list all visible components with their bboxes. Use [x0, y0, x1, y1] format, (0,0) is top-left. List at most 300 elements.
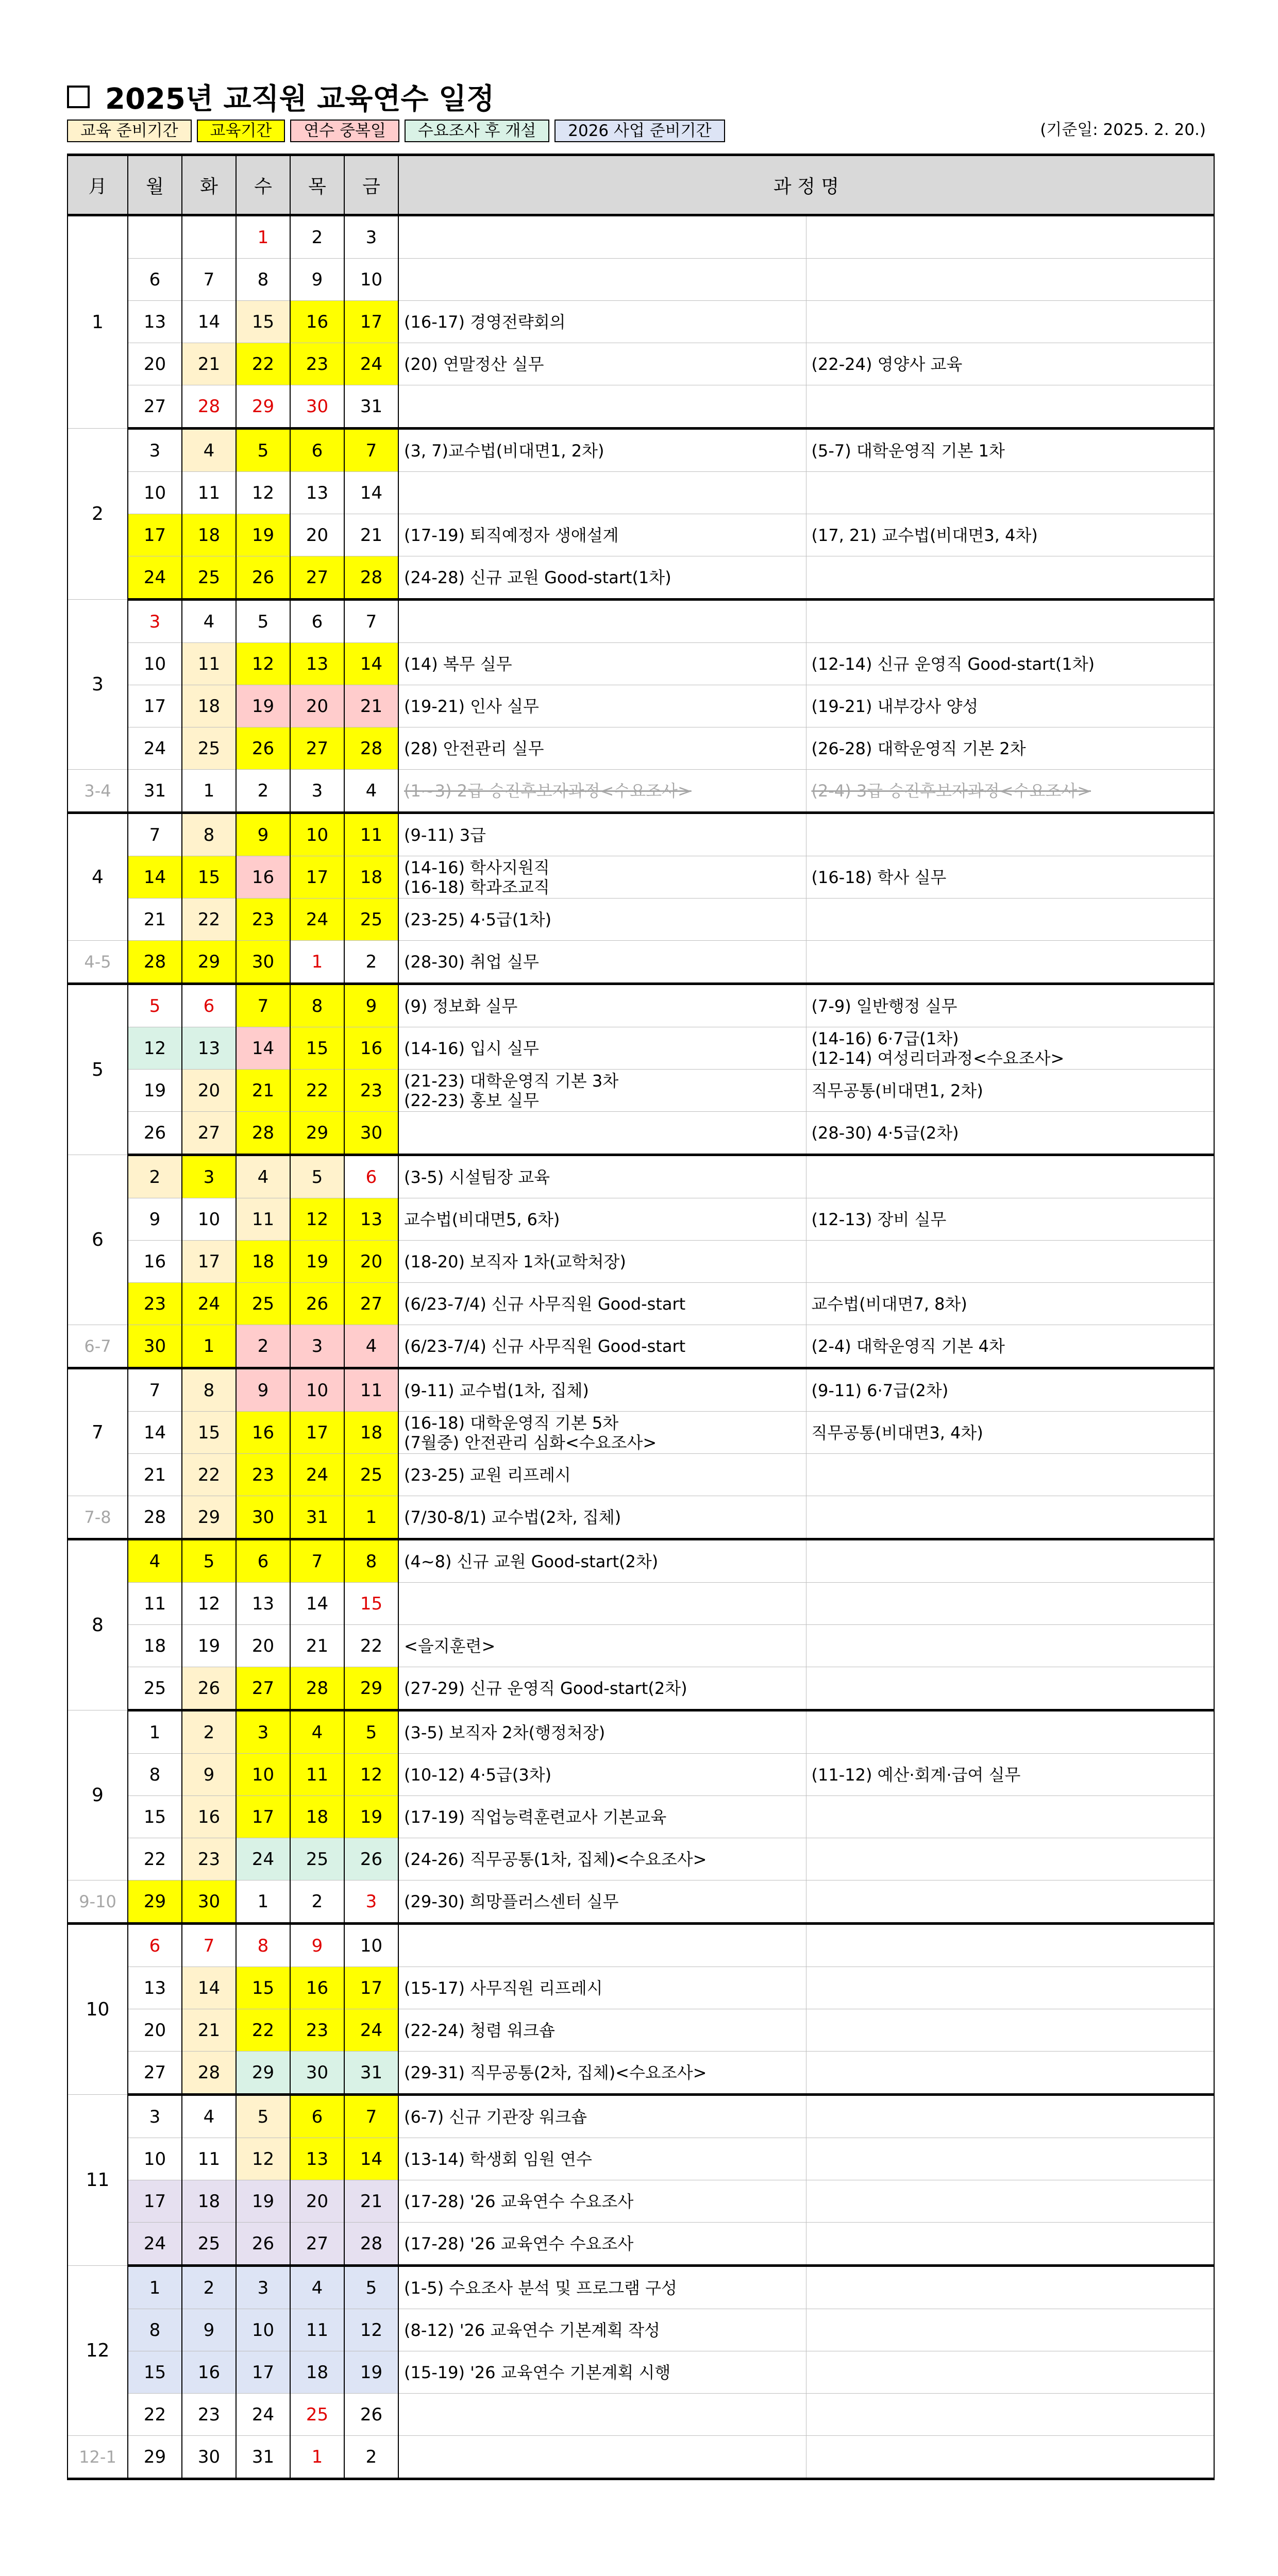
day-cell: 27 [290, 556, 344, 600]
course-cell [806, 556, 1214, 600]
day-cell: 2 [182, 1710, 236, 1754]
day-cell: 3 [290, 1325, 344, 1368]
checkbox-square-icon [67, 86, 90, 108]
table-row [68, 941, 1214, 984]
header-month: 月 [68, 155, 128, 215]
day-cell: 11 [182, 472, 236, 514]
course-cell [806, 813, 1214, 856]
course-line: (12-14) 여성리더과정<수요조사> [811, 1048, 1065, 1068]
day-cell: 11 [344, 813, 398, 856]
course-cell [398, 856, 806, 899]
course-cell [806, 1838, 1214, 1880]
course-cell [806, 2009, 1214, 2052]
course-cell: (17-28) '26 교육연수 수요조사 [398, 2223, 806, 2266]
day-cell: 4 [290, 1710, 344, 1754]
day-cell: 18 [290, 1796, 344, 1838]
course-cell: (9) 정보화 실무 [398, 984, 806, 1027]
day-cell: 6 [182, 984, 236, 1027]
day-cell: 25 [182, 556, 236, 600]
day-cell: 30 [182, 1880, 236, 1924]
day-cell: 8 [182, 813, 236, 856]
day-cell: 11 [182, 2138, 236, 2180]
day-cell: 27 [236, 1667, 290, 1710]
table-row [68, 1710, 1214, 1754]
course-line: (7월중) 안전관리 심화<수요조사> [404, 1432, 657, 1452]
course-cell: (29-31) 직무공통(2차, 집체)<수요조사> [398, 2052, 806, 2095]
day-cell: 13 [182, 1027, 236, 1070]
day-cell: 6 [344, 1155, 398, 1198]
course-cell: (18-20) 보직자 1차(교학처장) [398, 1241, 806, 1283]
day-cell: 24 [128, 556, 182, 600]
day-cell: 14 [344, 2138, 398, 2180]
legend-item: 2026 사업 준비기간 [554, 120, 725, 142]
course-line: (14-16) 6·7급(1차) [811, 1028, 959, 1048]
day-cell: 18 [236, 1241, 290, 1283]
day-cell: 3 [344, 1880, 398, 1924]
day-cell: 5 [128, 984, 182, 1027]
day-cell: 10 [236, 1754, 290, 1796]
day-cell: 13 [290, 472, 344, 514]
course-cell [398, 1412, 806, 1454]
day-cell: 17 [128, 514, 182, 556]
day-cell: 8 [236, 1924, 290, 1967]
day-cell: 24 [236, 2394, 290, 2436]
table-row [68, 685, 1214, 727]
course-cell: (17-19) 직업능력훈련교사 기본교육 [398, 1796, 806, 1838]
course-cell: (7/30-8/1) 교수법(2차, 집체) [398, 1496, 806, 1539]
day-cell: 26 [344, 2394, 398, 2436]
table-row [68, 1155, 1214, 1198]
table-row [68, 2436, 1214, 2479]
day-cell: 14 [182, 301, 236, 343]
course-cell [806, 1796, 1214, 1838]
day-cell: 13 [128, 1967, 182, 2009]
day-cell: 27 [290, 727, 344, 770]
page-title-text: 2025년 교직원 교육연수 일정 [105, 82, 495, 116]
day-cell: 18 [128, 1625, 182, 1667]
table-row [68, 813, 1214, 856]
table-row [68, 1454, 1214, 1496]
day-cell: 19 [236, 685, 290, 727]
day-cell: 6 [290, 429, 344, 472]
day-cell: 1 [128, 1710, 182, 1754]
day-cell: 30 [236, 941, 290, 984]
course-cell [806, 2052, 1214, 2095]
day-cell: 26 [236, 556, 290, 600]
course-cell: (1~3) 2급 승진후보자과정<수요조사> [398, 770, 806, 813]
day-cell: 5 [344, 2266, 398, 2309]
day-cell: 25 [182, 727, 236, 770]
table-row [68, 1667, 1214, 1710]
table-row [68, 2309, 1214, 2351]
course-cell [806, 1155, 1214, 1198]
course-cell [806, 1583, 1214, 1625]
day-cell: 31 [344, 2052, 398, 2095]
day-cell: 17 [344, 301, 398, 343]
day-cell: 14 [290, 1583, 344, 1625]
course-cell [806, 1880, 1214, 1924]
day-cell: 26 [128, 1112, 182, 1155]
day-cell: 2 [236, 770, 290, 813]
course-cell: (26-28) 대학운영직 기본 2차 [806, 727, 1214, 770]
day-cell: 20 [290, 685, 344, 727]
month-cell: 1 [68, 215, 128, 429]
day-cell: 22 [182, 1454, 236, 1496]
table-row [68, 984, 1214, 1027]
day-cell: 7 [344, 2095, 398, 2138]
day-cell: 19 [344, 2351, 398, 2394]
day-cell: 2 [290, 1880, 344, 1924]
day-cell: 9 [128, 1198, 182, 1241]
header-thu: 목 [290, 155, 344, 215]
course-cell: (17-28) '26 교육연수 수요조사 [398, 2180, 806, 2223]
course-cell: 직무공통(비대면3, 4차) [806, 1412, 1214, 1454]
course-line: (16-18) 학과조교직 [404, 877, 550, 897]
course-line: (21-23) 대학운영직 기본 3차 [404, 1071, 619, 1091]
day-cell: 1 [290, 2436, 344, 2479]
day-cell: 4 [182, 429, 236, 472]
course-cell: (16-17) 경영전략회의 [398, 301, 806, 343]
course-cell [806, 1027, 1214, 1070]
course-cell: (23-25) 교원 리프레시 [398, 1454, 806, 1496]
table-row [68, 1368, 1214, 1412]
table-row [68, 343, 1214, 385]
table-row [68, 770, 1214, 813]
day-cell: 2 [182, 2266, 236, 2309]
course-cell [806, 2095, 1214, 2138]
course-cell [806, 1667, 1214, 1710]
day-cell: 7 [344, 600, 398, 643]
course-cell [398, 1583, 806, 1625]
month-cell: 7 [68, 1368, 128, 1496]
course-cell [806, 1710, 1214, 1754]
table-row [68, 1283, 1214, 1325]
day-cell: 20 [290, 514, 344, 556]
day-cell: 9 [290, 259, 344, 301]
day-cell: 24 [128, 2223, 182, 2266]
day-cell: 25 [182, 2223, 236, 2266]
day-cell: 16 [236, 856, 290, 899]
day-cell: 11 [290, 2309, 344, 2351]
day-cell: 24 [344, 343, 398, 385]
course-cell [806, 2266, 1214, 2309]
day-cell: 10 [344, 1924, 398, 1967]
table-row [68, 1241, 1214, 1283]
day-cell: 15 [182, 856, 236, 899]
table-row [68, 1796, 1214, 1838]
day-cell: 11 [182, 643, 236, 685]
day-cell: 19 [128, 1070, 182, 1112]
table-row [68, 2138, 1214, 2180]
course-cell: (15-17) 사무직원 리프레시 [398, 1967, 806, 2009]
table-row [68, 2009, 1214, 2052]
table-row [68, 643, 1214, 685]
table-row [68, 1924, 1214, 1967]
day-cell: 7 [290, 1539, 344, 1583]
course-cell: (27-29) 신규 운영직 Good-start(2차) [398, 1667, 806, 1710]
day-cell: 15 [236, 1967, 290, 2009]
day-cell: 20 [344, 1241, 398, 1283]
month-cell: 7-8 [68, 1496, 128, 1539]
course-cell [398, 1070, 806, 1112]
course-cell: (1-5) 수요조사 분석 및 프로그램 구성 [398, 2266, 806, 2309]
day-cell: 29 [344, 1667, 398, 1710]
day-cell: 12 [236, 2138, 290, 2180]
day-cell: 27 [290, 2223, 344, 2266]
table-row [68, 600, 1214, 643]
day-cell: 7 [182, 1924, 236, 1967]
month-cell: 8 [68, 1539, 128, 1710]
day-cell: 7 [128, 1368, 182, 1412]
course-line: (14-16) 학사지원직 [404, 857, 550, 877]
header-mon: 월 [128, 155, 182, 215]
course-cell: (3, 7)교수법(비대면1, 2차) [398, 429, 806, 472]
day-cell: 2 [128, 1155, 182, 1198]
month-cell: 12-1 [68, 2436, 128, 2479]
day-cell: 9 [236, 1368, 290, 1412]
month-cell: 12 [68, 2266, 128, 2436]
day-cell: 7 [236, 984, 290, 1027]
day-cell: 27 [182, 1112, 236, 1155]
day-cell: 1 [182, 770, 236, 813]
day-cell: 24 [290, 1454, 344, 1496]
day-cell: 26 [344, 1838, 398, 1880]
day-cell: 21 [344, 685, 398, 727]
day-cell: 28 [344, 556, 398, 600]
day-cell: 4 [182, 2095, 236, 2138]
day-cell: 17 [236, 2351, 290, 2394]
day-cell: 10 [290, 1368, 344, 1412]
day-cell: 1 [344, 1496, 398, 1539]
course-cell: (24-28) 신규 교원 Good-start(1차) [398, 556, 806, 600]
table-row [68, 472, 1214, 514]
day-cell: 11 [290, 1754, 344, 1796]
day-cell: 1 [290, 941, 344, 984]
day-cell: 17 [128, 2180, 182, 2223]
month-cell: 2 [68, 429, 128, 600]
legend [67, 120, 730, 143]
day-cell: 17 [344, 1967, 398, 2009]
day-cell: 8 [344, 1539, 398, 1583]
table-row [68, 2180, 1214, 2223]
header-fri: 금 [344, 155, 398, 215]
table-row [68, 1412, 1214, 1454]
course-cell [806, 1625, 1214, 1667]
day-cell: 30 [236, 1496, 290, 1539]
day-cell: 3 [182, 1155, 236, 1198]
table-row [68, 1539, 1214, 1583]
day-cell: 10 [128, 472, 182, 514]
course-cell: (14) 복무 실무 [398, 643, 806, 685]
month-cell: 3-4 [68, 770, 128, 813]
day-cell [182, 215, 236, 259]
day-cell: 23 [128, 1283, 182, 1325]
table-row [68, 556, 1214, 600]
day-cell: 21 [290, 1625, 344, 1667]
day-cell: 3 [128, 2095, 182, 2138]
day-cell: 26 [236, 2223, 290, 2266]
day-cell: 21 [344, 2180, 398, 2223]
day-cell: 19 [290, 1241, 344, 1283]
day-cell: 24 [128, 727, 182, 770]
day-cell: 6 [290, 2095, 344, 2138]
month-cell: 11 [68, 2095, 128, 2266]
day-cell: 30 [290, 2052, 344, 2095]
day-cell: 28 [290, 1667, 344, 1710]
course-cell [398, 259, 806, 301]
day-cell: 16 [344, 1027, 398, 1070]
table-row [68, 2266, 1214, 2309]
day-cell: 4 [344, 770, 398, 813]
day-cell: 22 [236, 343, 290, 385]
day-cell: 15 [290, 1027, 344, 1070]
legend-item: 수요조사 후 개설 [405, 120, 549, 142]
day-cell: 22 [236, 2009, 290, 2052]
day-cell: 6 [236, 1539, 290, 1583]
day-cell: 14 [182, 1967, 236, 2009]
day-cell: 8 [236, 259, 290, 301]
course-cell [398, 385, 806, 429]
course-cell: (22-24) 청렴 워크숍 [398, 2009, 806, 2052]
day-cell: 31 [236, 2436, 290, 2479]
day-cell: 3 [236, 2266, 290, 2309]
table-row [68, 301, 1214, 343]
day-cell: 18 [182, 514, 236, 556]
day-cell: 26 [182, 1667, 236, 1710]
course-cell: (12-13) 장비 실무 [806, 1198, 1214, 1241]
day-cell: 14 [344, 472, 398, 514]
table-row [68, 727, 1214, 770]
legend-item: 교육 준비기간 [67, 120, 192, 142]
course-cell [806, 2309, 1214, 2351]
day-cell: 16 [290, 1967, 344, 2009]
legend-item: 연수 중복일 [290, 120, 399, 142]
day-cell: 8 [290, 984, 344, 1027]
day-cell: 16 [182, 2351, 236, 2394]
course-cell [398, 1924, 806, 1967]
course-cell [398, 472, 806, 514]
day-cell: 26 [290, 1283, 344, 1325]
course-cell: (23-25) 4·5급(1차) [398, 899, 806, 941]
month-cell: 6-7 [68, 1325, 128, 1368]
day-cell: 11 [344, 1368, 398, 1412]
day-cell: 12 [344, 2309, 398, 2351]
course-cell: (6/23-7/4) 신규 사무직원 Good-start [398, 1325, 806, 1368]
day-cell: 21 [182, 343, 236, 385]
table-row [68, 1496, 1214, 1539]
day-cell: 24 [344, 2009, 398, 2052]
day-cell: 15 [128, 2351, 182, 2394]
course-cell [398, 2436, 806, 2479]
day-cell: 5 [236, 600, 290, 643]
course-cell [806, 259, 1214, 301]
table-row [68, 899, 1214, 941]
day-cell: 4 [128, 1539, 182, 1583]
course-cell [398, 2394, 806, 2436]
day-cell: 4 [182, 600, 236, 643]
day-cell: 4 [290, 2266, 344, 2309]
day-cell: 1 [128, 2266, 182, 2309]
day-cell: 23 [344, 1070, 398, 1112]
month-cell: 3 [68, 600, 128, 770]
day-cell: 10 [182, 1198, 236, 1241]
day-cell: 18 [182, 2180, 236, 2223]
course-cell [398, 215, 806, 259]
course-cell [806, 1924, 1214, 1967]
day-cell: 10 [344, 259, 398, 301]
day-cell: 3 [128, 600, 182, 643]
day-cell: 14 [128, 856, 182, 899]
day-cell: 23 [236, 899, 290, 941]
day-cell: 25 [290, 2394, 344, 2436]
month-cell: 10 [68, 1924, 128, 2095]
course-cell [806, 2394, 1214, 2436]
day-cell: 12 [182, 1583, 236, 1625]
course-cell: (24-26) 직무공통(1차, 집체)<수요조사> [398, 1838, 806, 1880]
day-cell: 5 [344, 1710, 398, 1754]
course-cell: (9-11) 6·7급(2차) [806, 1368, 1214, 1412]
table-row [68, 1027, 1214, 1070]
day-cell: 25 [290, 1838, 344, 1880]
day-cell: 8 [128, 2309, 182, 2351]
day-cell [128, 215, 182, 259]
table-row [68, 1198, 1214, 1241]
course-cell: (22-24) 영양사 교육 [806, 343, 1214, 385]
course-cell [806, 385, 1214, 429]
day-cell: 21 [182, 2009, 236, 2052]
course-cell [398, 600, 806, 643]
day-cell: 27 [344, 1283, 398, 1325]
day-cell: 14 [236, 1027, 290, 1070]
course-cell [806, 899, 1214, 941]
course-cell: (5-7) 대학운영직 기본 1차 [806, 429, 1214, 472]
table-row [68, 1112, 1214, 1155]
course-cell: (28-30) 4·5급(2차) [806, 1112, 1214, 1155]
table-row [68, 2095, 1214, 2138]
day-cell: 28 [182, 2052, 236, 2095]
day-cell: 2 [344, 941, 398, 984]
course-cell: (10-12) 4·5급(3차) [398, 1754, 806, 1796]
course-cell: (19-21) 내부강사 양성 [806, 685, 1214, 727]
day-cell: 31 [128, 770, 182, 813]
course-cell [806, 2436, 1214, 2479]
table-row [68, 1070, 1214, 1112]
schedule-table [67, 154, 1215, 2480]
day-cell: 30 [290, 385, 344, 429]
day-cell: 13 [128, 301, 182, 343]
course-cell: (8-12) '26 교육연수 기본계획 작성 [398, 2309, 806, 2351]
day-cell: 24 [236, 1838, 290, 1880]
course-cell [806, 215, 1214, 259]
table-row [68, 1754, 1214, 1796]
month-cell: 4-5 [68, 941, 128, 984]
day-cell: 15 [182, 1412, 236, 1454]
day-cell: 14 [344, 643, 398, 685]
course-cell: (6/23-7/4) 신규 사무직원 Good-start [398, 1283, 806, 1325]
day-cell: 21 [128, 899, 182, 941]
table-row [68, 2223, 1214, 2266]
day-cell: 2 [236, 1325, 290, 1368]
day-cell: 20 [290, 2180, 344, 2223]
day-cell: 12 [290, 1198, 344, 1241]
day-cell: 19 [344, 1796, 398, 1838]
day-cell: 7 [182, 259, 236, 301]
table-row [68, 856, 1214, 899]
day-cell: 1 [236, 215, 290, 259]
day-cell: 10 [128, 2138, 182, 2180]
day-cell: 9 [182, 1754, 236, 1796]
course-cell: 교수법(비대면5, 6차) [398, 1198, 806, 1241]
